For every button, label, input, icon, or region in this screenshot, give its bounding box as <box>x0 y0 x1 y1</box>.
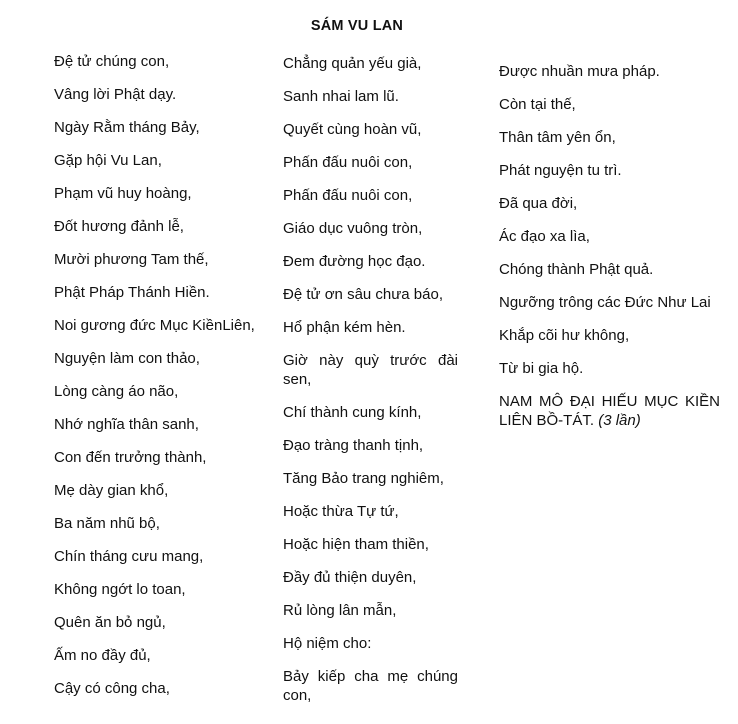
verse-column-3 <box>499 62 720 444</box>
verse-line: Đem đường học đạo. <box>283 253 426 270</box>
verse-line: Giáo dục vuông tròn, <box>283 220 423 237</box>
verse-line: Đạo tràng thanh tịnh, <box>283 437 424 454</box>
verse-line: Thân tâm yên ổn, <box>499 129 616 146</box>
verse-line: Chí thành cung kính, <box>283 404 422 421</box>
verse-line: Đệ tử chúng con, <box>54 53 170 70</box>
document-title: SÁM VU LAN <box>310 18 404 34</box>
verse-line: Vâng lời Phật dạy. <box>54 86 177 103</box>
verse-line: Mười phương Tam thế, <box>54 251 209 268</box>
verse-line: Ngày Rằm tháng Bảy, <box>54 119 200 136</box>
verse-line: Khắp cõi hư không, <box>499 327 630 344</box>
verse-line: Đầy đủ thiện duyên, <box>283 569 417 586</box>
verse-column-2 <box>283 54 458 719</box>
verse-line: Đã qua đời, <box>499 195 578 212</box>
verse-line: Nguyện làm con thảo, <box>54 350 200 367</box>
verse-line: Sanh nhai lam lũ. <box>283 88 399 105</box>
verse-line: Giờ này quỳ trước đài sen, <box>283 352 458 388</box>
verse-line: Quên ăn bỏ ngủ, <box>54 614 166 631</box>
verse-line: Tăng Bảo trang nghiêm, <box>283 470 444 487</box>
verse-line: Phấn đấu nuôi con, <box>283 187 413 204</box>
verse-line: Hổ phận kém hèn. <box>283 319 406 336</box>
verse-line: Chín tháng cưu mang, <box>54 548 204 565</box>
verse-line: Gặp hội Vu Lan, <box>54 152 162 169</box>
verse-line: Còn tại thế, <box>499 96 576 113</box>
verse-line: Hoặc thừa Tự tứ, <box>283 503 399 520</box>
verse-line: Ngưỡng trông các Đức Như Lai <box>499 294 711 311</box>
verse-line: Con đến trưởng thành, <box>54 449 207 466</box>
verse-line: Được nhuần mưa pháp. <box>499 63 660 80</box>
verse-line: Lòng càng áo não, <box>54 383 179 400</box>
verse-line: Ác đạo xa lìa, <box>499 228 590 245</box>
closing-repeat-note: (3 lần) <box>598 412 641 429</box>
closing-invocation <box>499 392 720 430</box>
verse-line: Quyết cùng hoàn vũ, <box>283 121 422 138</box>
verse-line: Đệ tử ơn sâu chưa báo, <box>283 286 444 303</box>
verse-line: Ba năm nhũ bộ, <box>54 515 160 532</box>
verse-line: Phấn đấu nuôi con, <box>283 154 413 171</box>
closing-invocation-text: NAM MÔ ĐẠI HIẾU MỤC KIỀN LIÊN BỒ-TÁT. <box>499 393 720 429</box>
verse-column-1 <box>54 52 269 712</box>
verse-line: Ấm no đầy đủ, <box>54 647 151 664</box>
verse-line: Rủ lòng lân mẫn, <box>283 602 397 619</box>
verse-line: Bảy kiếp cha mẹ chúng con, <box>283 668 458 704</box>
verse-line: Cậy có công cha, <box>54 680 170 697</box>
verse-line: Hộ niệm cho: <box>283 635 372 652</box>
verse-line: Chẳng quản yếu già, <box>283 55 422 72</box>
verse-line: Phạm vũ huy hoàng, <box>54 185 192 202</box>
verse-line: Từ bi gia hộ. <box>499 360 584 377</box>
verse-line: Không ngớt lo toan, <box>54 581 186 598</box>
verse-line: Phật Pháp Thánh Hiền. <box>54 284 210 301</box>
verse-line: Nhớ nghĩa thân sanh, <box>54 416 199 433</box>
verse-line: Phát nguyện tu trì. <box>499 162 622 179</box>
verse-line: Mẹ dày gian khổ, <box>54 482 169 499</box>
verse-line: Hoặc hiện tham thiền, <box>283 536 429 553</box>
verse-line: Chóng thành Phật quả. <box>499 261 654 278</box>
verse-line: Noi gương đức Mục KiềnLiên, <box>54 317 255 334</box>
verse-line: Đốt hương đảnh lễ, <box>54 218 184 235</box>
